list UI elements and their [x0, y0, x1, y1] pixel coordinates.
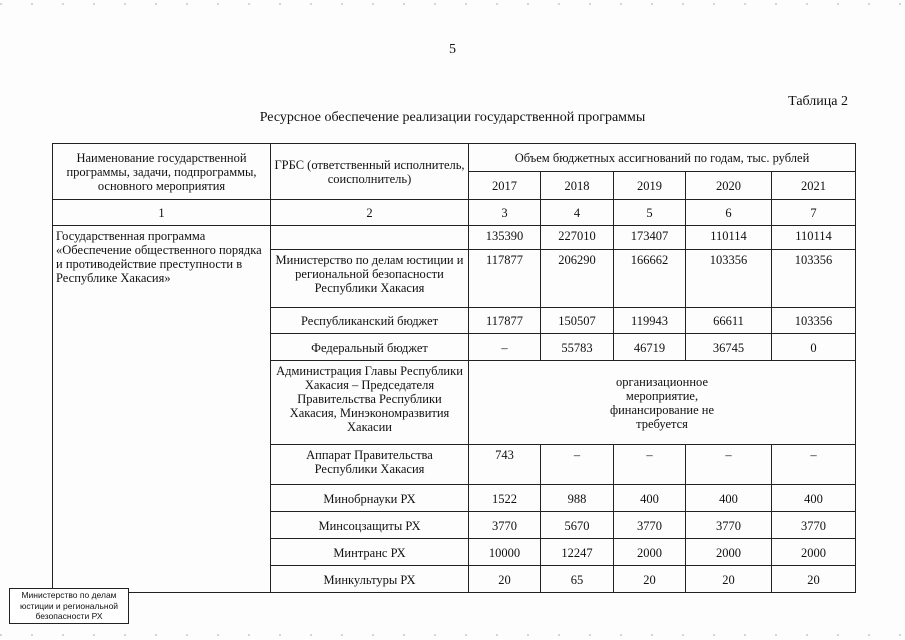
grbs-cell: Аппарат Правительства Республики Хакасия	[271, 445, 469, 485]
value-cell: 150507	[541, 308, 614, 334]
value-cell: 103356	[686, 250, 772, 308]
value-cell: 166662	[614, 250, 686, 308]
value-cell: 46719	[614, 334, 686, 361]
column-number: 5	[614, 200, 686, 226]
grbs-cell: Республиканский бюджет	[271, 308, 469, 334]
value-cell: 20	[686, 566, 772, 593]
value-cell: 3770	[686, 512, 772, 539]
value-cell: 110114	[772, 226, 856, 250]
header-row	[53, 144, 856, 172]
header-year: 2019	[614, 172, 686, 200]
grbs-cell: Федеральный бюджет	[271, 334, 469, 361]
value-cell: 65	[541, 566, 614, 593]
column-number: 3	[469, 200, 541, 226]
value-cell: 10000	[469, 539, 541, 566]
value-cell: –	[614, 445, 686, 485]
value-cell: 2000	[686, 539, 772, 566]
value-cell: 36745	[686, 334, 772, 361]
value-cell: 66611	[686, 308, 772, 334]
value-cell: –	[541, 445, 614, 485]
value-cell: 103356	[772, 250, 856, 308]
value-cell: 12247	[541, 539, 614, 566]
grbs-cell: Министерство по делам юстиции и региональной безопасности Республики Хакасия	[271, 250, 469, 308]
header-year: 2021	[772, 172, 856, 200]
value-cell: 400	[772, 485, 856, 512]
scan-artifact-top	[0, 3, 905, 5]
column-numbers-row	[53, 200, 856, 226]
document-title: Ресурсное обеспечение реализации государственной программы	[259, 110, 646, 125]
value-cell: 227010	[541, 226, 614, 250]
value-cell: 988	[541, 485, 614, 512]
value-cell: 743	[469, 445, 541, 485]
value-cell: 2000	[614, 539, 686, 566]
resource-table	[52, 143, 856, 593]
financing-note: организационное мероприятие, финансирование не требуется	[469, 361, 856, 445]
program-name: Государственная программа «Обеспечение общественного порядка и противодействие преступности в Республике Хакасия»	[53, 226, 271, 593]
value-cell: –	[469, 334, 541, 361]
value-cell: 20	[469, 566, 541, 593]
table-label: Таблица 2	[788, 94, 848, 109]
value-cell: 117877	[469, 308, 541, 334]
grbs-cell: Администрация Главы Республики Хакасия – Председателя Правительства Республики Хакасия, Минэкономразвития Хакасии	[271, 361, 469, 445]
scan-artifact-bottom	[0, 634, 905, 636]
value-cell: 5670	[541, 512, 614, 539]
value-cell: 1522	[469, 485, 541, 512]
value-cell: 110114	[686, 226, 772, 250]
grbs-cell: Минкультуры РХ	[271, 566, 469, 593]
column-number: 4	[541, 200, 614, 226]
grbs-cell: Минтранс РХ	[271, 539, 469, 566]
value-cell: 135390	[469, 226, 541, 250]
header-volume: Объем бюджетных ассигнований по годам, тыс. рублей	[469, 144, 856, 172]
value-cell: 20	[772, 566, 856, 593]
value-cell: 103356	[772, 308, 856, 334]
column-number: 2	[271, 200, 469, 226]
header-year: 2020	[686, 172, 772, 200]
value-cell: 400	[686, 485, 772, 512]
grbs-cell	[271, 226, 469, 250]
value-cell: 3770	[614, 512, 686, 539]
grbs-cell: Минобрнауки РХ	[271, 485, 469, 512]
value-cell: 20	[614, 566, 686, 593]
value-cell: 117877	[469, 250, 541, 308]
header-year: 2018	[541, 172, 614, 200]
value-cell: –	[772, 445, 856, 485]
column-number: 1	[53, 200, 271, 226]
value-cell: 2000	[772, 539, 856, 566]
ministry-stamp: Министерство по делам юстиции и региональной безопасности РХ	[9, 588, 129, 624]
value-cell: 400	[614, 485, 686, 512]
value-cell: 3770	[772, 512, 856, 539]
value-cell: 173407	[614, 226, 686, 250]
header-year: 2017	[469, 172, 541, 200]
column-number: 7	[772, 200, 856, 226]
value-cell: 206290	[541, 250, 614, 308]
table-row	[53, 226, 856, 250]
grbs-cell: Минсоцзащиты РХ	[271, 512, 469, 539]
value-cell: 119943	[614, 308, 686, 334]
value-cell: 55783	[541, 334, 614, 361]
value-cell: 3770	[469, 512, 541, 539]
column-number: 6	[686, 200, 772, 226]
value-cell: 0	[772, 334, 856, 361]
value-cell: –	[686, 445, 772, 485]
page-number: 5	[449, 42, 456, 57]
header-grbs: ГРБС (ответственный исполнитель, соисполнитель)	[271, 144, 469, 200]
header-name: Наименование государственной программы, задачи, подпрограммы, основного мероприятия	[53, 144, 271, 200]
